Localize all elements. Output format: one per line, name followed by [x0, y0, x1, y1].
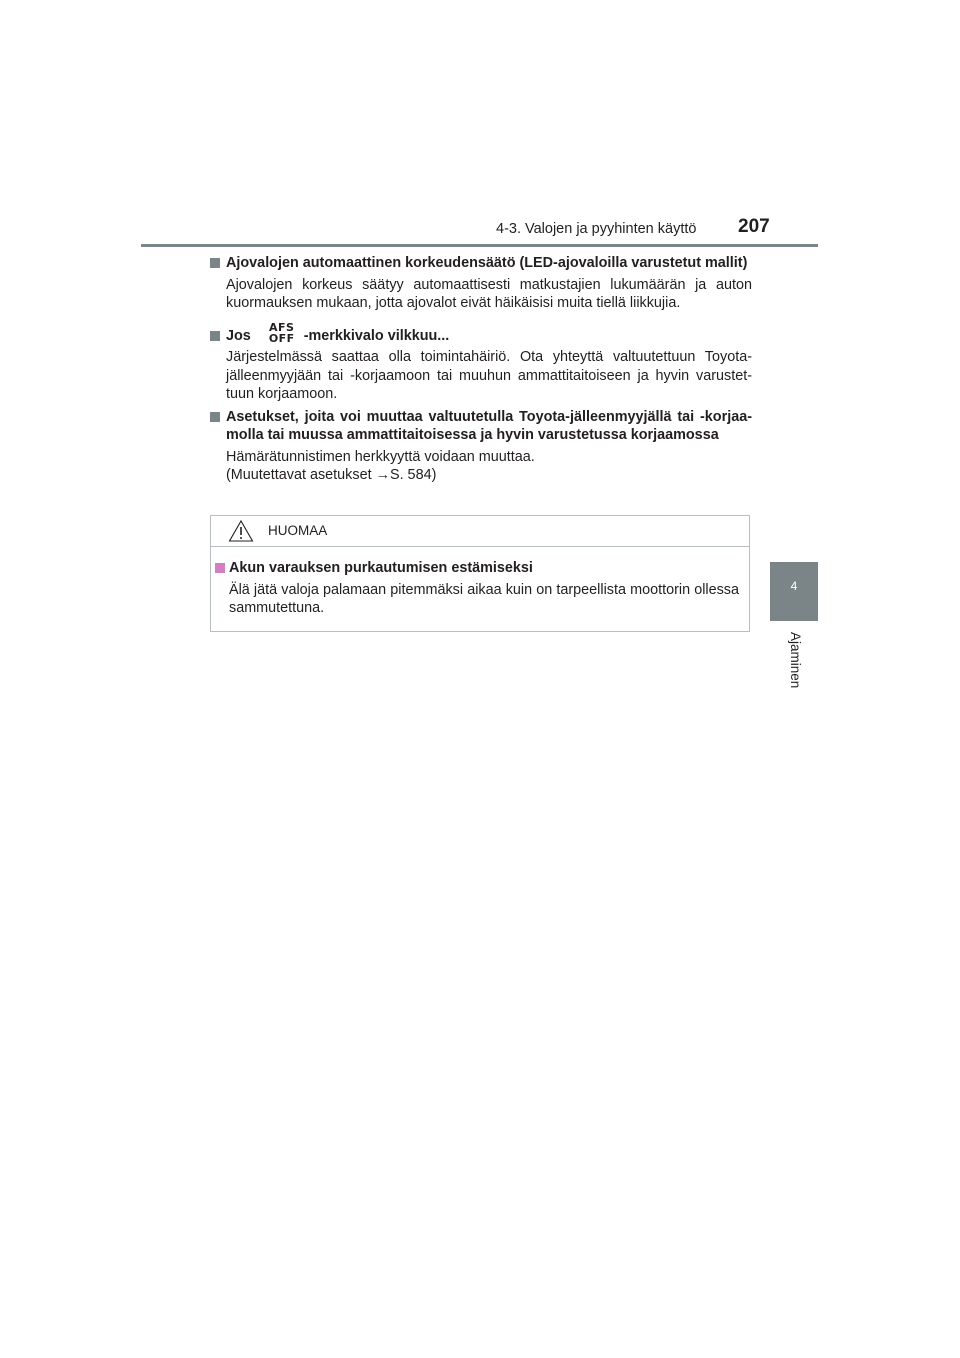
- notice-header: [211, 516, 749, 547]
- section-heading: [210, 320, 752, 346]
- notice-heading-text: Akun varauksen purkautumisen estämiseksi: [229, 560, 533, 576]
- section-customizable-settings: [210, 408, 752, 485]
- section-text: Ajovalojen korkeus säätyy automaattisesti matkustajien lukumäärän ja auton kuormauksen mukaan, jotta ajovalot eivät häikäisisi muita tiellä liikkujia.: [226, 276, 752, 311]
- section-heading-prefix: Jos: [226, 327, 251, 344]
- section-heading: [210, 254, 752, 273]
- square-bullet-icon: [210, 412, 220, 422]
- section-text-line-2: (Muutettavat asetukset →S. 584): [226, 467, 437, 483]
- square-bullet-icon: [215, 563, 225, 573]
- section-headlight-leveling: [210, 254, 752, 313]
- section-heading-suffix: -merkkivalo vilkkuu...: [303, 327, 450, 344]
- indicator-bottom-text: OFF: [268, 331, 295, 345]
- afs-off-indicator-icon: [269, 322, 295, 344]
- section-text-line-1: Hämärätunnistimen herkkyyttä voidaan muuttaa.: [226, 448, 535, 465]
- square-bullet-icon: [210, 331, 220, 341]
- notice-body: [211, 547, 749, 618]
- section-heading-text: Ajovalojen automaattinen korkeudensäätö (LED-ajovaloilla varustetut mallit): [226, 255, 748, 271]
- section-text: Järjestelmässä saattaa olla toimintahäiriö. Ota yhteyttä valtuutettuun Toyota-jälleenmyyjään tai -korjaamoon tai muuhun ammattitaitoiseen ja hyvin varustet-tuun korjaamoon.: [226, 349, 752, 402]
- warning-triangle-icon: [228, 519, 254, 548]
- header-section-title: 4-3. Valojen ja pyyhinten käyttö: [496, 221, 697, 237]
- indicator-top-text: AFS: [269, 320, 295, 334]
- notice-title: HUOMAA: [268, 523, 328, 538]
- main-content: [210, 254, 752, 485]
- notice-box: [210, 515, 750, 632]
- section-afs-indicator: [210, 320, 752, 404]
- chapter-tab: 4: [770, 562, 818, 621]
- chapter-tab-label: Ajaminen: [788, 632, 803, 689]
- section-heading: [210, 408, 752, 445]
- page-number: 207: [738, 216, 770, 237]
- notice-text: Älä jätä valoja palamaan pitemmäksi aikaa kuin on tarpeellista moottorin ollessa sammutettuna.: [229, 581, 739, 616]
- square-bullet-icon: [210, 258, 220, 268]
- header-divider: [141, 244, 818, 247]
- notice-heading: [215, 559, 739, 578]
- section-heading-text: Asetukset, joita voi muuttaa valtuutetulla Toyota-jälleenmyyjällä tai -korjaa-molla tai muussa ammattitaitoisessa ja hyvin varustetussa korjaamossa: [226, 408, 752, 443]
